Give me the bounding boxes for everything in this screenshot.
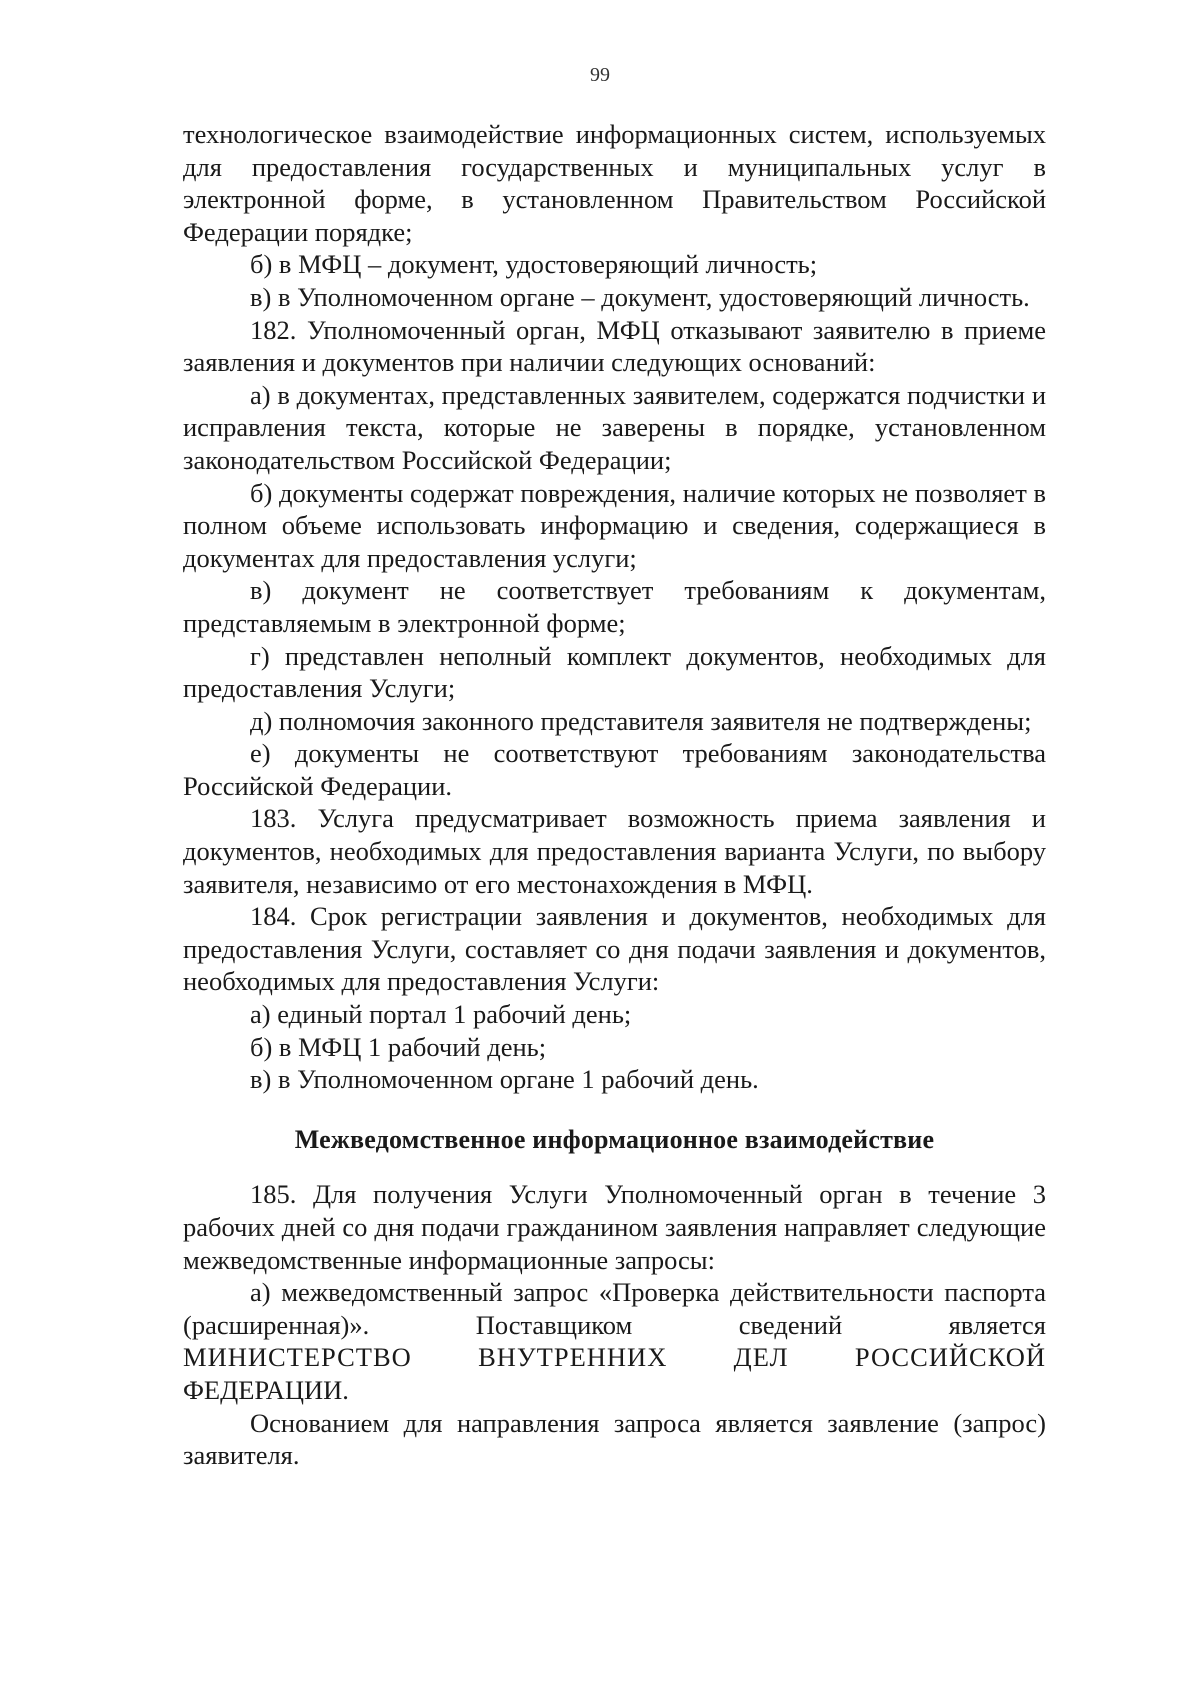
paragraphs-after — [183, 1178, 1046, 1341]
paragraph: б) документы содержат повреждения, наличие которых не позволяет в полном объеме использовать информацию и сведения, содержащиеся в документах для предоставления услуги; — [183, 477, 1046, 573]
section-heading: Межведомственное информационное взаимодействие — [294, 1124, 935, 1154]
final-paragraph: Основанием для направления запроса является заявление (запрос) заявителя. — [183, 1407, 1046, 1471]
paragraph: в) документ не соответствует требованиям к документам, представляемым в электронной форме; — [183, 575, 1046, 638]
paragraph: а) межведомственный запрос «Проверка действительности паспорта (расширенная)». Поставщиком сведений является — [183, 1277, 1046, 1340]
paragraph: е) документы не соответствуют требованиям законодательства Российской Федерации. — [183, 738, 1046, 801]
paragraph: г) представлен неполный комплект документов, необходимых для предоставления Услуги; — [183, 640, 1046, 704]
paragraph: б) в МФЦ 1 рабочий день; — [250, 1031, 547, 1062]
paragraph: а) единый портал 1 рабочий день; — [250, 999, 632, 1030]
paragraph: а) в документах, представленных заявителем, содержатся подчистки и исправления текста, которые не заверены в порядке, установленном законодательством Российской Федерации; — [183, 379, 1046, 475]
paragraph: технологическое взаимодействие информационных систем, используемых для предоставления государственных и муниципальных услуг в электронной форме, в установленном Правительством Российской Федерации порядке; — [183, 119, 1046, 247]
paragraph: 184. Срок регистрации заявления и документов, необходимых для предоставления Услуги, составляет со дня подачи заявления и документов, необходимых для предоставления Услуги: — [183, 901, 1046, 997]
paragraph: 185. Для получения Услуги Уполномоченный орган в течение 3 рабочих дней со дня подачи гражданином заявления направляет следующие межведомственные информационные запросы: — [183, 1179, 1046, 1275]
paragraph: б) в МФЦ – документ, удостоверяющий личность; — [250, 249, 818, 280]
paragraphs-before — [183, 118, 1046, 1096]
paragraph: 183. Услуга предусматривает возможность приема заявления и документов, необходимых для предоставления варианта Услуги, по выбору заявителя, независимо от его местонахождения в МФЦ. — [183, 803, 1046, 899]
ministry-name-line — [183, 1341, 1046, 1406]
paragraph: в) в Уполномоченном органе 1 рабочий день. — [250, 1064, 759, 1095]
document-body — [183, 118, 1046, 1472]
ministry-caps-line: МИНИСТЕРСТВО ВНУТРЕННИХ ДЕЛ РОССИЙСКОЙ — [183, 1342, 1046, 1373]
paragraph: 182. Уполномоченный орган, МФЦ отказывают заявителю в приеме заявления и документов при наличии следующих оснований: — [183, 314, 1046, 378]
paragraph: в) в Уполномоченном органе – документ, удостоверяющий личность. — [250, 281, 1030, 312]
ministry-caps-tail: ФЕДЕРАЦИИ. — [183, 1374, 349, 1405]
paragraph: д) полномочия законного представителя заявителя не подтверждены; — [250, 705, 1032, 736]
page-number: 99 — [590, 64, 610, 86]
